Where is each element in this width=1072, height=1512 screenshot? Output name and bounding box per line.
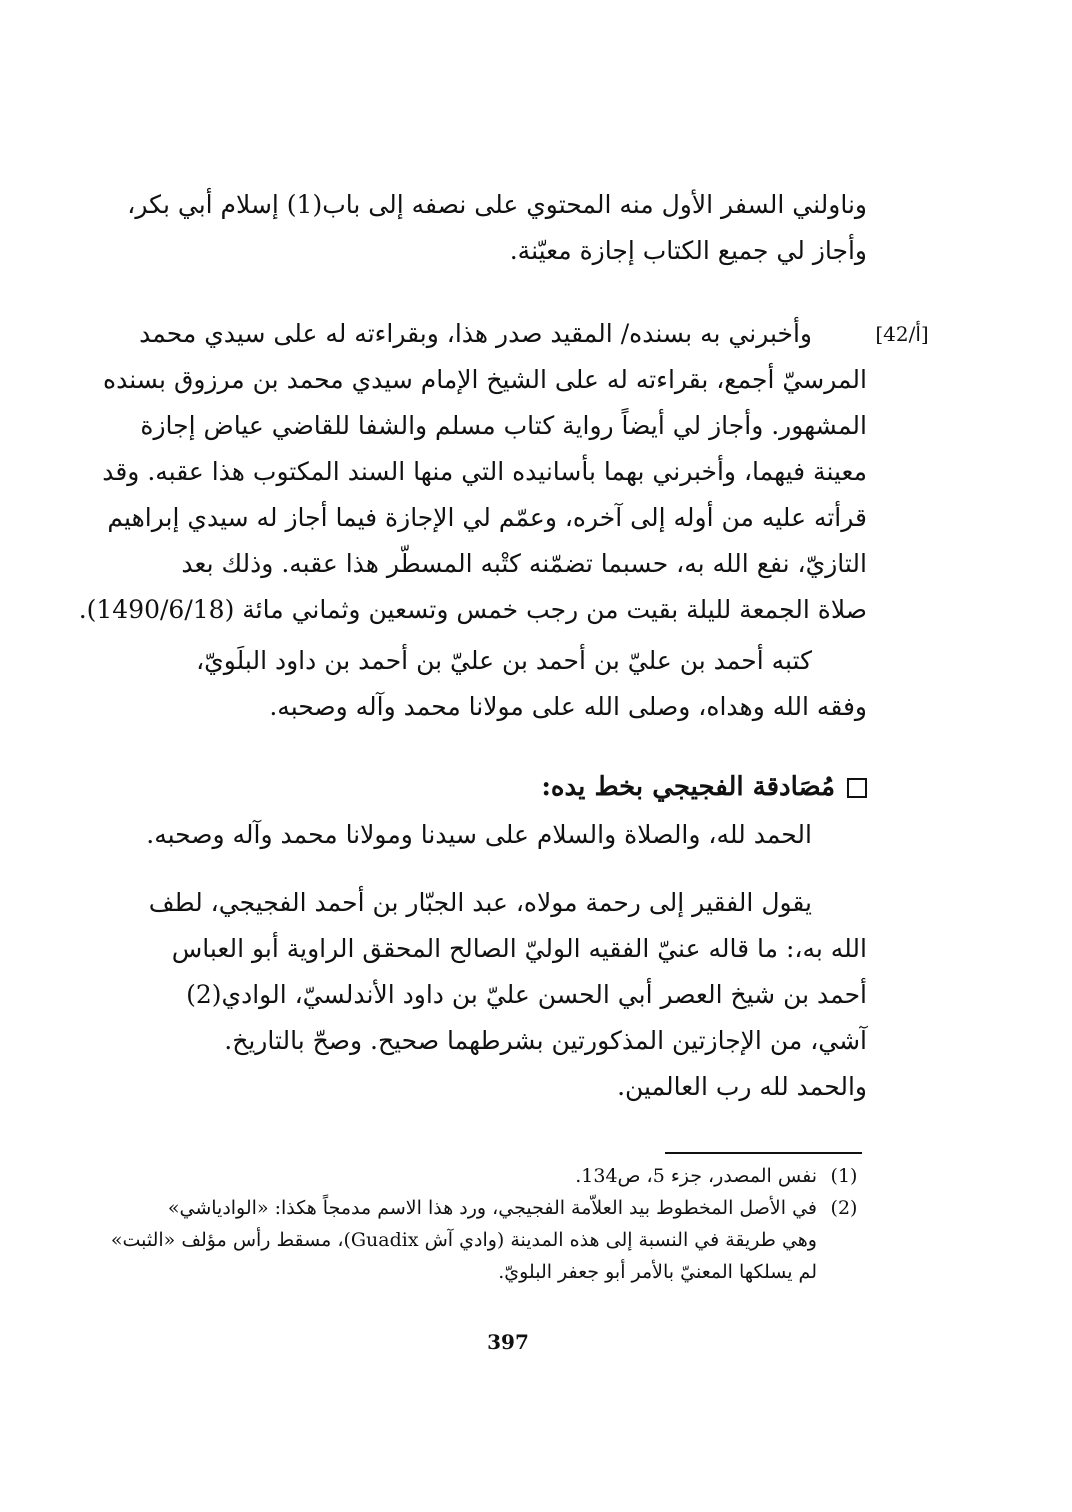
footnote-2-continued	[217, 1256, 862, 1288]
footnote-1	[217, 1160, 862, 1192]
footnote-text: نفس المصدر، جزء 5، ص134.	[575, 1165, 817, 1187]
text-line: وناولني السفر الأول منه المحتوي على نصفه إلى باب(1) إسلام أبي بكر،	[127, 190, 867, 219]
footnote-2	[167, 1192, 862, 1224]
footnote-text: لم يسلكها المعنيّ بالأمر أبو جعفر البلويّ.	[498, 1261, 817, 1283]
manuscript-folio-reference: [42/أ]	[875, 322, 929, 346]
paragraph-4	[146, 812, 867, 858]
section-heading-text: مُصَادقة الفجيجي بخط يده:	[541, 772, 835, 802]
text-line: المرسيّ أجمع، بقراءته له على الشيخ الإمام سيدي محمد بن مرزوق بسنده	[102, 365, 867, 394]
footnote-number: (2)	[830, 1197, 858, 1219]
text-line: يقول الفقير إلى رحمة مولاه، عبد الجبّار بن أحمد الفجيجي، لطف	[148, 888, 812, 917]
footnotes	[110, 1160, 862, 1288]
footnote-text: في الأصل المخطوط بيد العلاّمة الفجيجي، ورد هذا الاسم مدمجاً هكذا: «الوادياشي»	[167, 1197, 817, 1219]
footnote-number: (1)	[830, 1165, 858, 1187]
text-line: التازيّ، نفع الله به، حسبما تضمّنه كتْبه المسطّر هذا عقبه. وذلك بعد	[181, 549, 867, 578]
text-line: المشهور. وأجاز لي أيضاً رواية كتاب مسلم والشفا للقاضي عياض إجازة	[140, 411, 867, 440]
paragraph-5	[148, 880, 867, 1110]
square-bullet-icon	[847, 778, 867, 798]
text-line: الحمد لله، والصلاة والسلام على سيدنا ومولانا محمد وآله وصحبه.	[146, 820, 812, 849]
text-line: صلاة الجمعة لليلة بقيت من رجب خمس وتسعين وثماني مائة (1490/6/18).	[78, 595, 867, 624]
footnote-text: وهي طريقة في النسبة إلى هذه المدينة (وادي آش Guadix)، مسقط رأس مؤلف «الثبت»	[110, 1229, 817, 1251]
text-line: معينة فيهما، وأخبرني بهما بأسانيده التي منها السند المكتوب هذا عقبه. وقد	[102, 457, 867, 486]
paragraph-3	[167, 638, 867, 730]
text-line: الله به،: ما قاله عنيّ الفقيه الوليّ الصالح المحقق الراوية أبو العباس	[171, 934, 867, 963]
text-line: وأخبرني به بسنده/ المقيد صدر هذا، وبقراءته له على سيدي محمد	[139, 319, 812, 348]
text-line: وفقه الله وهداه، وصلى الله على مولانا محمد وآله وصحبه.	[269, 692, 867, 721]
text-line: وأجاز لي جميع الكتاب إجازة معيّنة.	[509, 236, 867, 265]
footnote-2-continued	[110, 1224, 862, 1256]
section-heading	[167, 764, 867, 810]
text-line: آشي، من الإجازتين المذكورتين بشرطهما صحيح. وصحّ بالتاريخ.	[224, 1026, 867, 1055]
page-number: 397	[487, 1330, 529, 1354]
text-line: والحمد لله رب العالمين.	[617, 1072, 867, 1101]
paragraph-1	[127, 182, 867, 274]
text-line: كتبه أحمد بن عليّ بن أحمد بن عليّ بن أحمد بن داود البلَويّ،	[196, 646, 812, 675]
paragraph-2	[78, 311, 867, 633]
text-line: أحمد بن شيخ العصر أبي الحسن عليّ بن داود الأندلسيّ، الوادي(2)	[186, 980, 867, 1009]
footnote-divider	[665, 1152, 862, 1154]
text-line: قرأته عليه من أوله إلى آخره، وعمّم لي الإجازة فيما أجاز له سيدي إبراهيم	[107, 503, 867, 532]
